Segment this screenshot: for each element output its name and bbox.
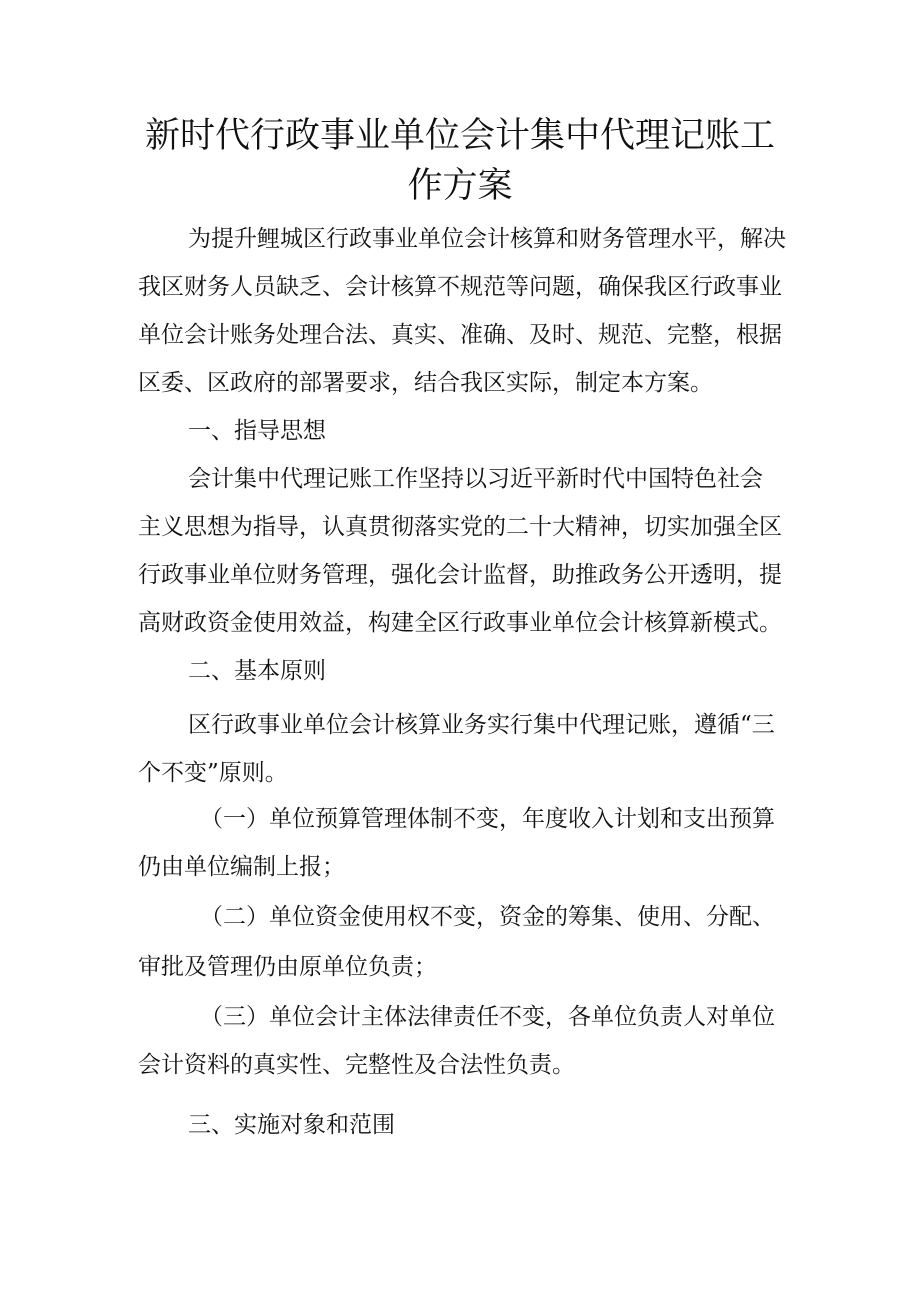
section-heading-basic-principles: 二、基本原则 <box>188 658 326 684</box>
guiding-line-2: 主义思想为指导，认真贯彻落实党的二十大精神，切实加强全区 <box>138 514 782 540</box>
principle-one-line-2: 仍由单位编制上报； <box>138 854 345 880</box>
principles-line-2: 个不变”原则。 <box>138 760 288 786</box>
guiding-line-4: 高财政资金使用效益，构建全区行政事业单位会计核算新模式。 <box>138 610 782 636</box>
principle-one-line-1: （一）单位预算管理体制不变，年度收入计划和支出预算 <box>200 806 775 832</box>
principle-three-line-2: 会计资料的真实性、完整性及合法性负责。 <box>138 1052 575 1078</box>
intro-line-1: 为提升鲤城区行政事业单位会计核算和财务管理水平，解决 <box>188 226 786 252</box>
principles-line-1: 区行政事业单位会计核算业务实行集中代理记账，遵循“三 <box>188 712 775 738</box>
section-heading-guiding-ideology: 一、指导思想 <box>188 418 326 444</box>
section-heading-scope: 三、实施对象和范围 <box>188 1112 395 1138</box>
intro-line-3: 单位会计账务处理合法、真实、准确、及时、规范、完整，根据 <box>138 322 782 348</box>
principle-three-line-1: （三）单位会计主体法律责任不变，各单位负责人对单位 <box>200 1004 775 1030</box>
guiding-line-1: 会计集中代理记账工作坚持以习近平新时代中国特色社会 <box>188 466 763 492</box>
intro-line-2: 我区财务人员缺乏、会计核算不规范等问题，确保我区行政事业 <box>138 274 782 300</box>
guiding-line-3: 行政事业单位财务管理，强化会计监督，助推政务公开透明，提 <box>138 562 782 588</box>
document-title-line-2: 作方案 <box>407 166 513 206</box>
principle-two-line-2: 审批及管理仍由原单位负责； <box>138 954 437 980</box>
principle-two-line-1: （二）单位资金使用权不变，资金的筹集、使用、分配、 <box>200 904 775 930</box>
document-title-line-1: 新时代行政事业单位会计集中代理记账工 <box>144 116 775 156</box>
intro-line-4: 区委、区政府的部署要求，结合我区实际，制定本方案。 <box>138 370 713 396</box>
